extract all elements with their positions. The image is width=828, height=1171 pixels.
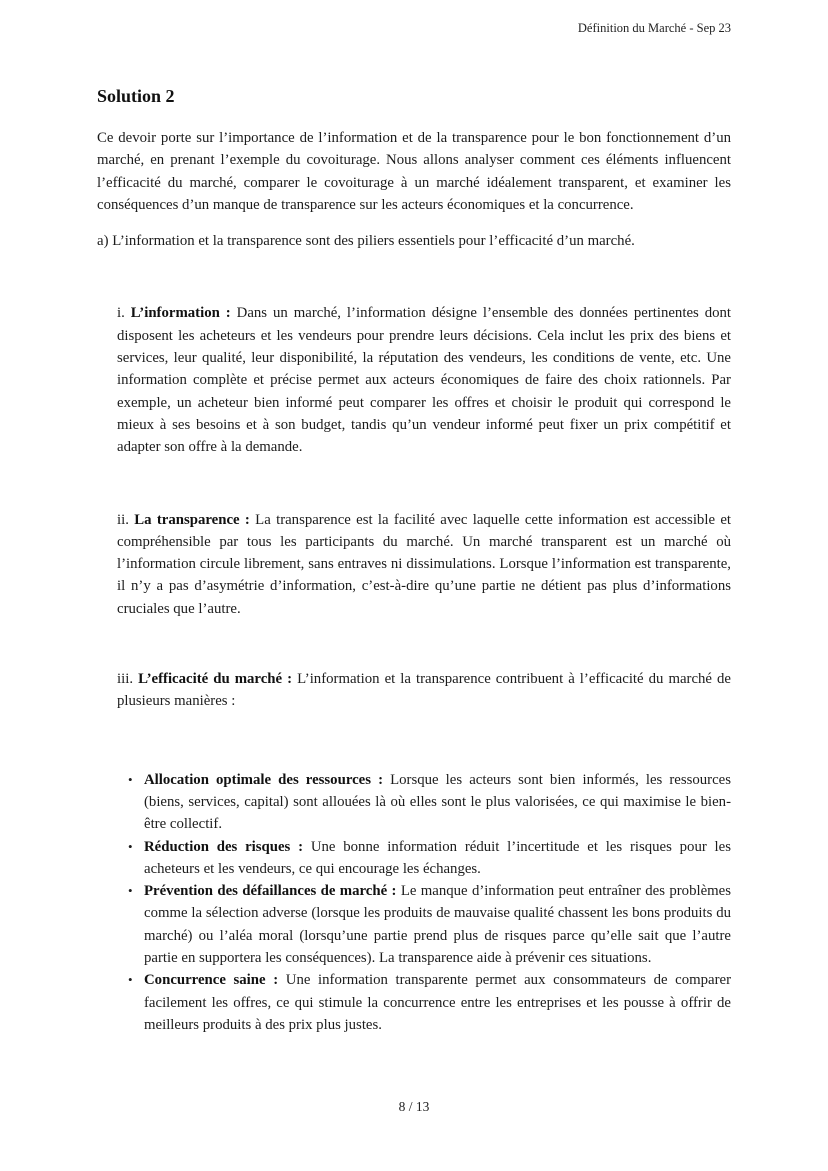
roman-item-information (117, 302, 731, 458)
bullet-list (128, 769, 731, 1037)
section-a-statement: a) L’information et la transparence sont des piliers essentiels pour l’efficacité d’un marché. (97, 233, 635, 250)
item-text: L’information et la transparence contribuent à l’efficacité du marché de plusieurs manières : (117, 671, 731, 710)
bullet-icon: • (128, 771, 133, 787)
roman-item-transparence (117, 509, 731, 620)
item-label: ii. (117, 511, 129, 528)
item-label: i. (117, 305, 125, 322)
bullet-content (144, 769, 731, 836)
intro-paragraph: Ce devoir porte sur l’importance de l’information et de la transparence pour le bon fonctionnement d’un marché, en prenant l’exemple du covoiturage. Nous allons analyser comment ces éléments influencent l’efficacité du marché, comparer le covoiturage à un marché idéalement transparent, et examiner les conséquences d’un manque de transparence sur les acteurs économiques et la concurrence. (97, 130, 731, 213)
bullet-item-allocation (128, 769, 731, 836)
item-term: La transparence : (134, 511, 250, 528)
page-footer (0, 1099, 828, 1115)
bullet-item-prevention-defaillances (128, 880, 731, 969)
bullet-text: Une information transparente permet aux consommateurs de comparer facilement les offres, ce qui stimule la concurrence entre les entreprises et les pousse à offrir de meilleurs produits à des prix plus justes. (144, 972, 732, 1033)
bullet-content (144, 880, 731, 969)
bullet-text: Lorsque les acteurs sont bien informés, les ressources (biens, services, capital) sont allouées là où elles sont le plus valorisées, ce qui maximise le bien-être collectif. (144, 771, 731, 833)
bullet-item-reduction-risques (128, 836, 731, 881)
bullet-icon: • (128, 883, 133, 899)
page-number: 8 / 13 (398, 1099, 430, 1114)
bullet-term: Allocation optimale des ressources : (144, 771, 384, 788)
bullet-icon: • (128, 838, 133, 854)
item-term: L’information : (130, 305, 231, 322)
item-text: Dans un marché, l’information désigne l’ensemble des données pertinentes dont disposent les acheteurs et les vendeurs pour prendre leurs décisions. Cela inclut les prix des biens et services, leur qualité, leur disponibilité, la réputation des vendeurs, les conditions de vente, etc. Une information complète et précise permet aux acteurs économiques de faire des choix rationnels. Par exemple, un acheteur bien informé peut comparer les offres et choisir le produit qui correspond le mieux à ses besoins et à son budget, tandis qu’un vendeur informé peut fixer un prix compétitif et adapter son offre à la demande. (117, 305, 732, 456)
bullet-item-concurrence-saine (128, 969, 731, 1036)
bullet-text: Une bonne information réduit l’incertitude et les risques pour les acheteurs et les vendeurs, ce qui encourage les échanges. (144, 838, 731, 877)
item-term: L’efficacité du marché : (138, 671, 293, 688)
page-header (97, 0, 731, 36)
bullet-term: Prévention des défaillances de marché : (144, 883, 397, 900)
bullet-content (144, 969, 731, 1036)
item-label: iii. (117, 671, 134, 688)
bullet-icon: • (128, 972, 133, 988)
roman-item-efficacite (117, 668, 731, 713)
bullet-text: Le manque d’information peut entraîner des problèmes comme la sélection adverse (lorsque les produits de mauvaise qualité chassent les bons produits du marché) ou l’aléa moral (lorsqu’une partie prend plus de risques parce qu’elle sait que l’autre partie en supportera les conséquences). La transparence aide à prévenir ces situations. (144, 883, 731, 967)
bullet-term: Concurrence saine : (144, 972, 279, 989)
page-title: Solution 2 (97, 86, 175, 106)
bullet-term: Réduction des risques : (144, 838, 304, 855)
bullet-content (144, 836, 731, 881)
header-date-text: Définition du Marché - Sep 23 (577, 21, 731, 35)
item-text: La transparence est la facilité avec laquelle cette information est accessible et compréhensible par tous les participants du marché. Un marché transparent est un marché où l’information circule librement, sans entraves ni dissimulations. Lorsque l’information est transparente, il n’y a pas d’asymétrie d’information, c’est-à-dire qu’une partie ne détient pas plus d’informations cruciales que l’autre. (117, 511, 732, 617)
